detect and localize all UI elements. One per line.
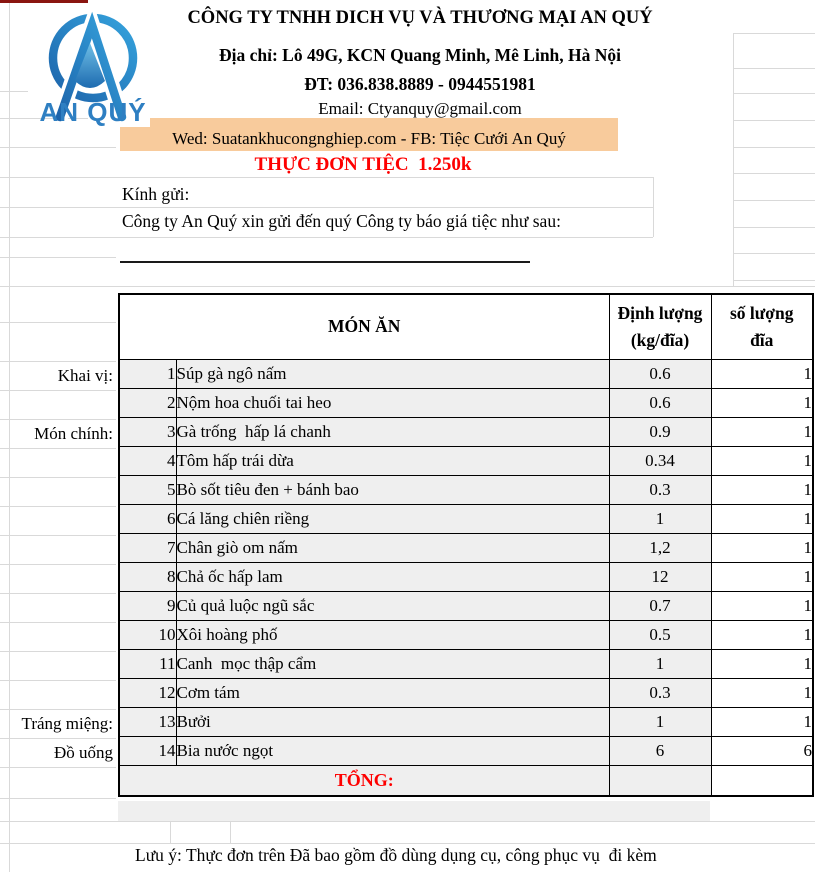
total-quantity-cell: [609, 766, 711, 797]
greeting-line: Kính gửi:: [122, 184, 190, 204]
table-row: [119, 389, 813, 418]
table-header-row: [119, 294, 813, 360]
dish-quantity: 12: [609, 563, 711, 592]
dish-name: Tôm hấp trái dừa: [176, 447, 609, 476]
gridline: [0, 207, 653, 208]
gridline: [733, 280, 815, 281]
gridline: [733, 33, 734, 286]
dish-quantity: 0.9: [609, 418, 711, 447]
course-group-label: Đồ uống: [53, 743, 113, 762]
table-row: [119, 679, 813, 708]
gridline: [0, 448, 116, 449]
gridline: [733, 93, 815, 94]
gridline: [733, 147, 815, 148]
dish-name: Nộm hoa chuối tai heo: [176, 389, 609, 418]
gridline: [0, 821, 815, 822]
gridline: [0, 147, 116, 148]
gridline: [733, 120, 815, 121]
company-web-fb: Wed: Suatankhucongnghiep.com - FB: Tiệc Cưới An Quý: [120, 127, 618, 151]
row-number: 14: [119, 737, 176, 766]
dish-count: 1: [711, 505, 813, 534]
dish-quantity: 1,2: [609, 534, 711, 563]
gridline: [733, 33, 815, 34]
total-count-cell: [711, 766, 813, 797]
dish-name: Gà trống hấp lá chanh: [176, 418, 609, 447]
menu-table: [118, 293, 814, 797]
gridline: [0, 767, 116, 768]
dish-name: Xôi hoàng phố: [176, 621, 609, 650]
row-number: 5: [119, 476, 176, 505]
dish-name: Củ quả luộc ngũ sắc: [176, 592, 609, 621]
dish-name: Bia nước ngọt: [176, 737, 609, 766]
gridline: [0, 257, 116, 258]
dish-quantity: 1: [609, 708, 711, 737]
total-row: [119, 766, 813, 797]
table-footer-band: [118, 801, 710, 821]
row-number: 12: [119, 679, 176, 708]
menu-title: THỰC ĐƠN TIỆC 1.250k: [254, 154, 472, 175]
gridline: [733, 253, 815, 254]
course-group-label: Khai vị:: [57, 366, 113, 385]
row-number: 11: [119, 650, 176, 679]
gridline: [733, 227, 815, 228]
gridline: [0, 593, 116, 594]
highlight-step: [150, 118, 618, 127]
gridline: [0, 622, 116, 623]
table-row: [119, 418, 813, 447]
gridline: [230, 821, 231, 843]
dish-name: Canh mọc thập cẩm: [176, 650, 609, 679]
gridline: [0, 843, 815, 844]
table-row: [119, 650, 813, 679]
dish-name: Bưởi: [176, 708, 609, 737]
footer-note: Lưu ý: Thực đơn trên Đã bao gồm đồ dùng dụng cụ, công phục vụ đi kèm: [135, 845, 657, 865]
table-row: [119, 360, 813, 389]
gridline: [0, 322, 116, 323]
dish-name: Súp gà ngô nấm: [176, 360, 609, 389]
dish-quantity: 0.7: [609, 592, 711, 621]
table-row: [119, 737, 813, 766]
table-row: [119, 534, 813, 563]
dish-count: 1: [711, 389, 813, 418]
gridline: [0, 738, 116, 739]
dish-quantity: 1: [609, 505, 711, 534]
gridline: [0, 709, 116, 710]
dish-name: Chả ốc hấp lam: [176, 563, 609, 592]
dish-name: Cá lăng chiên riềng: [176, 505, 609, 534]
gridline: [733, 68, 815, 69]
gridline: [653, 177, 654, 237]
company-name: CÔNG TY TNHH DICH VỤ VÀ THƯƠNG MẠI AN QUÝ: [187, 8, 653, 28]
dish-quantity: 0.5: [609, 621, 711, 650]
column-header-count: số lượng đĩa: [711, 294, 813, 360]
total-label: TỔNG:: [119, 766, 609, 797]
row-number: 3: [119, 418, 176, 447]
column-header-dish: MÓN ĂN: [119, 294, 609, 360]
company-email: Email: Ctyanquy@gmail.com: [318, 99, 522, 118]
row-number: 6: [119, 505, 176, 534]
gridline: [170, 821, 171, 843]
dish-name: Bò sốt tiêu đen + bánh bao: [176, 476, 609, 505]
dish-name: Chân giò om nấm: [176, 534, 609, 563]
gridline: [0, 798, 116, 799]
gridline: [0, 361, 116, 362]
gridline: [0, 680, 116, 681]
row-number: 8: [119, 563, 176, 592]
table-row: [119, 708, 813, 737]
dish-count: 1: [711, 476, 813, 505]
dish-count: 6: [711, 737, 813, 766]
row-number: 1: [119, 360, 176, 389]
row-number: 10: [119, 621, 176, 650]
dish-quantity: 1: [609, 650, 711, 679]
dish-quantity: 0.3: [609, 476, 711, 505]
row-number: 13: [119, 708, 176, 737]
gridline: [0, 177, 653, 178]
gridline: [0, 651, 116, 652]
table-row: [119, 592, 813, 621]
table-row: [119, 447, 813, 476]
table-row: [119, 476, 813, 505]
dish-quantity: 0.6: [609, 389, 711, 418]
dish-quantity: 0.3: [609, 679, 711, 708]
column-header-quantity: Định lượng (kg/đĩa): [609, 294, 711, 360]
gridline: [733, 173, 815, 174]
gridline: [0, 564, 116, 565]
table-row: [119, 505, 813, 534]
dish-count: 1: [711, 534, 813, 563]
dish-count: 1: [711, 708, 813, 737]
dish-quantity: 0.6: [609, 360, 711, 389]
dish-count: 1: [711, 592, 813, 621]
gridline: [0, 477, 116, 478]
dish-count: 1: [711, 679, 813, 708]
company-address: Địa chỉ: Lô 49G, KCN Quang Minh, Mê Linh, Hà Nội: [218, 45, 622, 65]
row-number: 9: [119, 592, 176, 621]
gridline: [0, 237, 653, 238]
menu-table-body: [119, 360, 813, 766]
gridline: [0, 390, 116, 391]
gridline: [0, 286, 815, 287]
dish-count: 1: [711, 447, 813, 476]
row-number: 4: [119, 447, 176, 476]
dish-count: 1: [711, 418, 813, 447]
dish-count: 1: [711, 621, 813, 650]
table-row: [119, 621, 813, 650]
gridline: [733, 200, 815, 201]
gridline: [0, 535, 116, 536]
dish-quantity: 0.34: [609, 447, 711, 476]
gridline: [0, 506, 116, 507]
row-number: 7: [119, 534, 176, 563]
row-number: 2: [119, 389, 176, 418]
gridline: [0, 419, 116, 420]
dish-count: 1: [711, 360, 813, 389]
dish-quantity: 6: [609, 737, 711, 766]
dish-count: 1: [711, 650, 813, 679]
table-row: [119, 563, 813, 592]
company-phone: ĐT: 036.838.8889 - 0944551981: [304, 74, 536, 94]
course-group-label: Món chính:: [34, 424, 113, 443]
course-group-label: Tráng miệng:: [21, 714, 113, 733]
intro-underline: [120, 261, 530, 263]
dish-count: 1: [711, 563, 813, 592]
dish-name: Cơm tám: [176, 679, 609, 708]
intro-line: Công ty An Quý xin gửi đến quý Công ty báo giá tiệc như sau:: [122, 211, 561, 231]
logo-wordmark: AN QUÝ: [39, 97, 147, 127]
